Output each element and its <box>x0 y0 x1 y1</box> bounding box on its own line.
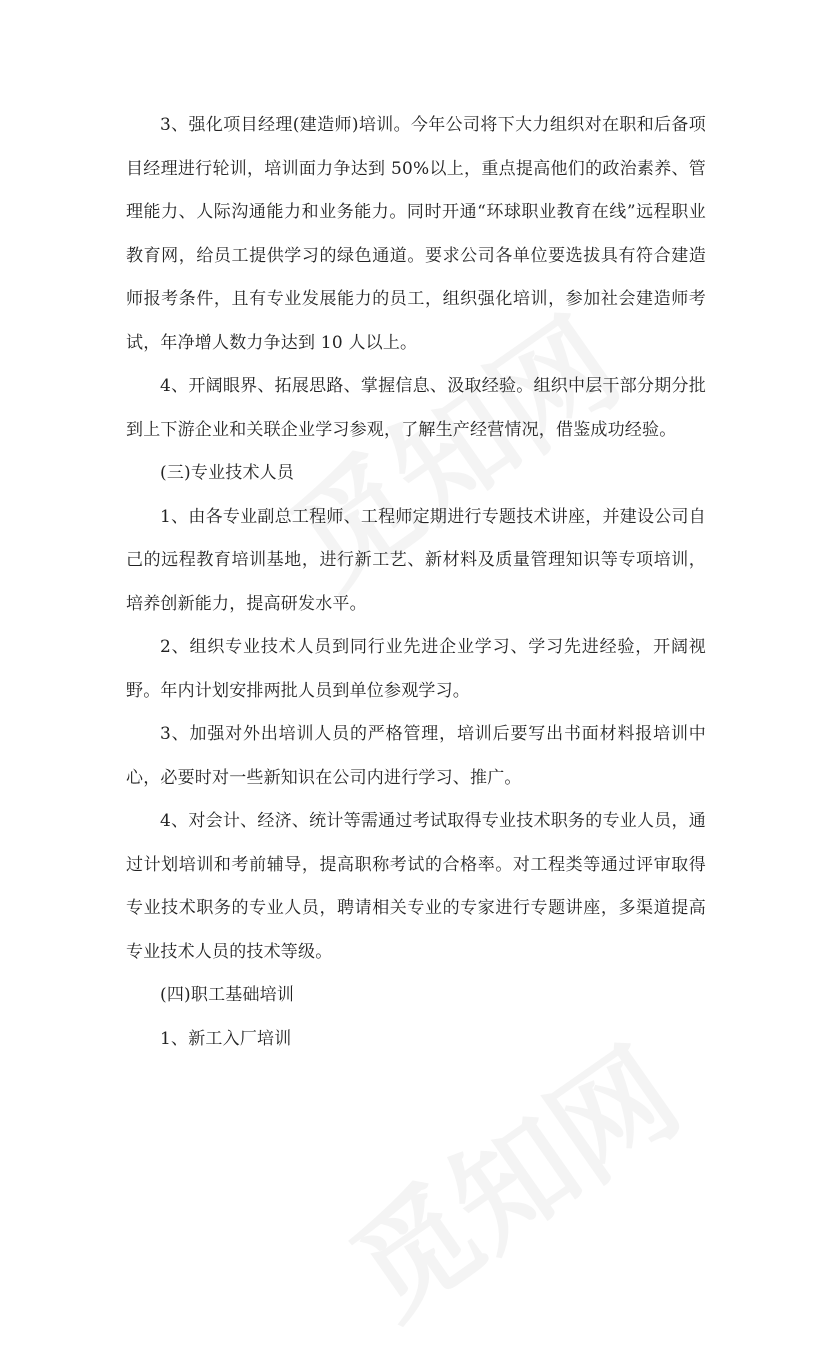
paragraph-technical-lectures: 1、由各专业副总工程师、工程师定期进行专题技术讲座，并建设公司自己的远程教育培训基地，进行新工艺、新材料及质量管理知识等专项培训，培养创新能力，提高研发水平。 <box>126 506 706 614</box>
section-heading-basic-training: (四)职工基础培训 <box>160 985 295 1005</box>
document-body <box>126 104 706 1061</box>
paragraph-peer-learning: 2、组织专业技术人员到同行业先进企业学习、学习先进经验，开阔视野。年内计划安排两批人员到单位参观学习。 <box>126 637 706 701</box>
paragraph-professional-exams: 4、对会计、经济、统计等需通过考试取得专业技术职务的专业人员，通过计划培训和考前辅导，提高职称考试的合格率。对工程类等通过评审取得专业技术职务的专业人员，聘请相关专业的专家进行专题讲座，多渠道提高专业技术人员的技术等级。 <box>126 811 706 962</box>
paragraph-broaden-horizons: 4、开阔眼界、拓展思路、掌握信息、汲取经验。组织中层干部分期分批到上下游企业和关联企业学习参观，了解生产经营情况，借鉴成功经验。 <box>126 376 706 440</box>
paragraph-external-training-management: 3、加强对外出培训人员的严格管理，培训后要写出书面材料报培训中心，必要时对一些新知识在公司内进行学习、推广。 <box>126 724 706 788</box>
section-heading-technical-staff: (三)专业技术人员 <box>160 463 295 483</box>
paragraph-pm-training: 3、强化项目经理(建造师)培训。今年公司将下大力组织对在职和后备项目经理进行轮训，培训面力争达到 50%以上，重点提高他们的政治素养、管理能力、人际沟通能力和业务能力。同时开通“环球职业教育在线”远程职业教育网，给员工提供学习的绿色通道。要求公司各单位要选拔具有符合建造师报考条件，且有专业发展能力的员工，组织强化培训，参加社会建造师考试，年净增人数力争达到 10 人以上。 <box>126 115 706 353</box>
paragraph-new-worker-training: 1、新工入厂培训 <box>160 1028 292 1049</box>
